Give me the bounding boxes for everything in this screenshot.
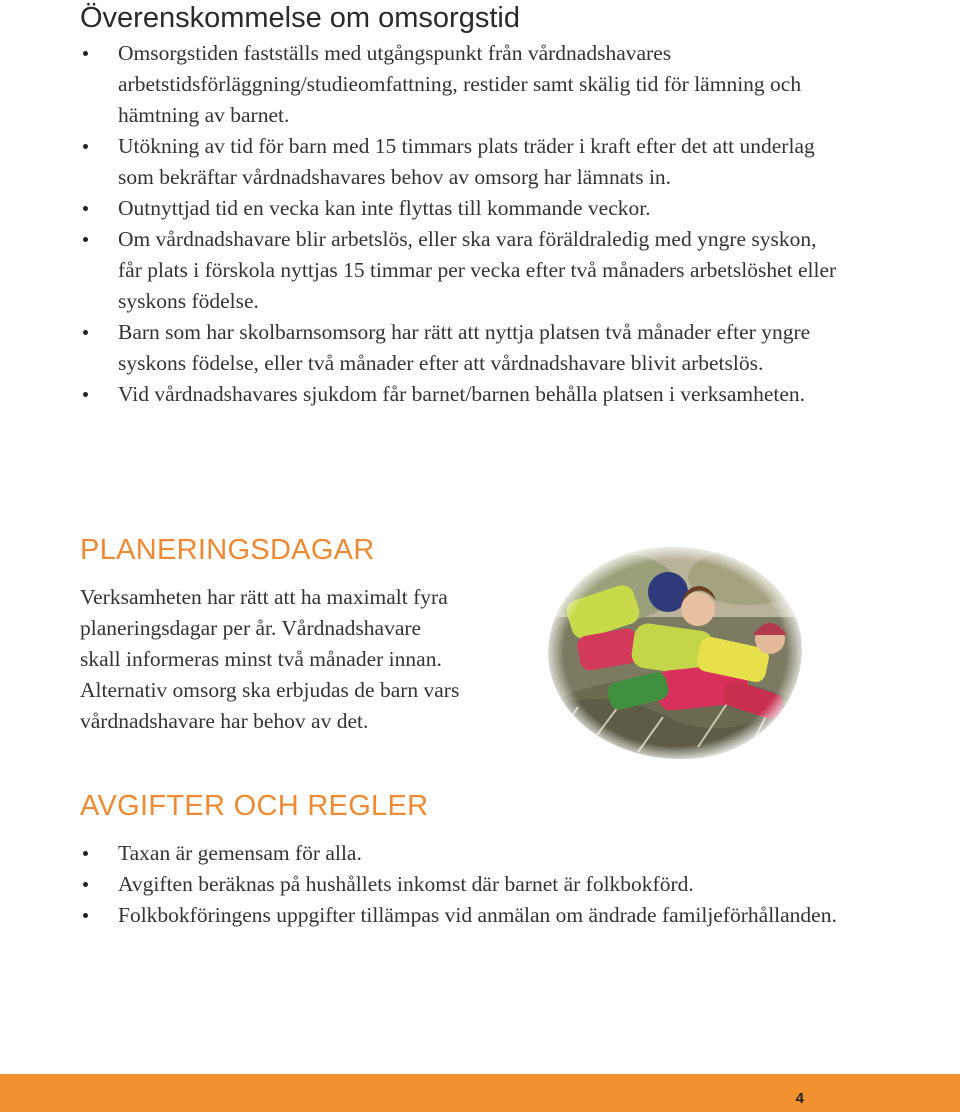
bullet-dot-icon [83,237,88,242]
bullet-dot-icon [83,392,88,397]
bullet-dot-icon [83,913,88,918]
page-number: 4 [795,1090,804,1107]
omsorgstid-list [80,38,840,410]
footer-bar [0,1074,960,1112]
bullet-dot-icon [83,51,88,56]
list-item: Utökning av tid för barn med 15 timmars plats träder i kraft efter det att underlag som bekräftar vårdnadshavares behov av omsorg har lämnats in. [80,131,840,193]
planeringsdagar-paragraph: Verksamheten har rätt att ha maximalt fyra planeringsdagar per år. Vårdnadshavare skall informeras minst två månader innan. Alternativ omsorg ska erbjudas de barn vars vårdnadshavare har behov av det. [80,585,460,733]
photo-illustration [548,547,802,759]
list-item: Folkbokföringens uppgifter tillämpas vid anmälan om ändrade familjeförhållanden. [80,900,840,931]
list-item: Avgiften beräknas på hushållets inkomst där barnet är folkbokförd. [80,869,840,900]
section-title-avgifter: AVGIFTER OCH REGLER [80,790,429,822]
section-title-planeringsdagar: PLANERINGSDAGAR [80,534,375,566]
bullet-dot-icon [83,330,88,335]
list-item: Outnyttjad tid en vecka kan inte flyttas till kommande veckor. [80,193,840,224]
children-resting-photo [548,547,802,759]
list-item: Omsorgstiden fastställs med utgångspunkt från vårdnadshavares arbetstidsförläggning/studieomfattning, restider samt skälig tid för lämning och hämtning av barnet. [80,38,840,131]
bullet-dot-icon [83,882,88,887]
section-title-omsorgstid: Överenskommelse om omsorgstid [80,2,520,34]
avgifter-list [80,838,840,931]
bullet-dot-icon [83,144,88,149]
bullet-dot-icon [83,206,88,211]
list-item: Taxan är gemensam för alla. [80,838,840,869]
list-item: Vid vårdnadshavares sjukdom får barnet/barnen behålla platsen i verksamheten. [80,379,840,410]
list-item: Barn som har skolbarnsomsorg har rätt att nyttja platsen två månader efter yngre syskons födelse, eller två månader efter att vårdnadshavare blivit arbetslös. [80,317,840,379]
bullet-dot-icon [83,851,88,856]
list-item: Om vårdnadshavare blir arbetslös, eller ska vara föräldraledig med yngre syskon, får plats i förskola nyttjas 15 timmar per vecka efter två månaders arbetslöshet eller syskons födelse. [80,224,840,317]
